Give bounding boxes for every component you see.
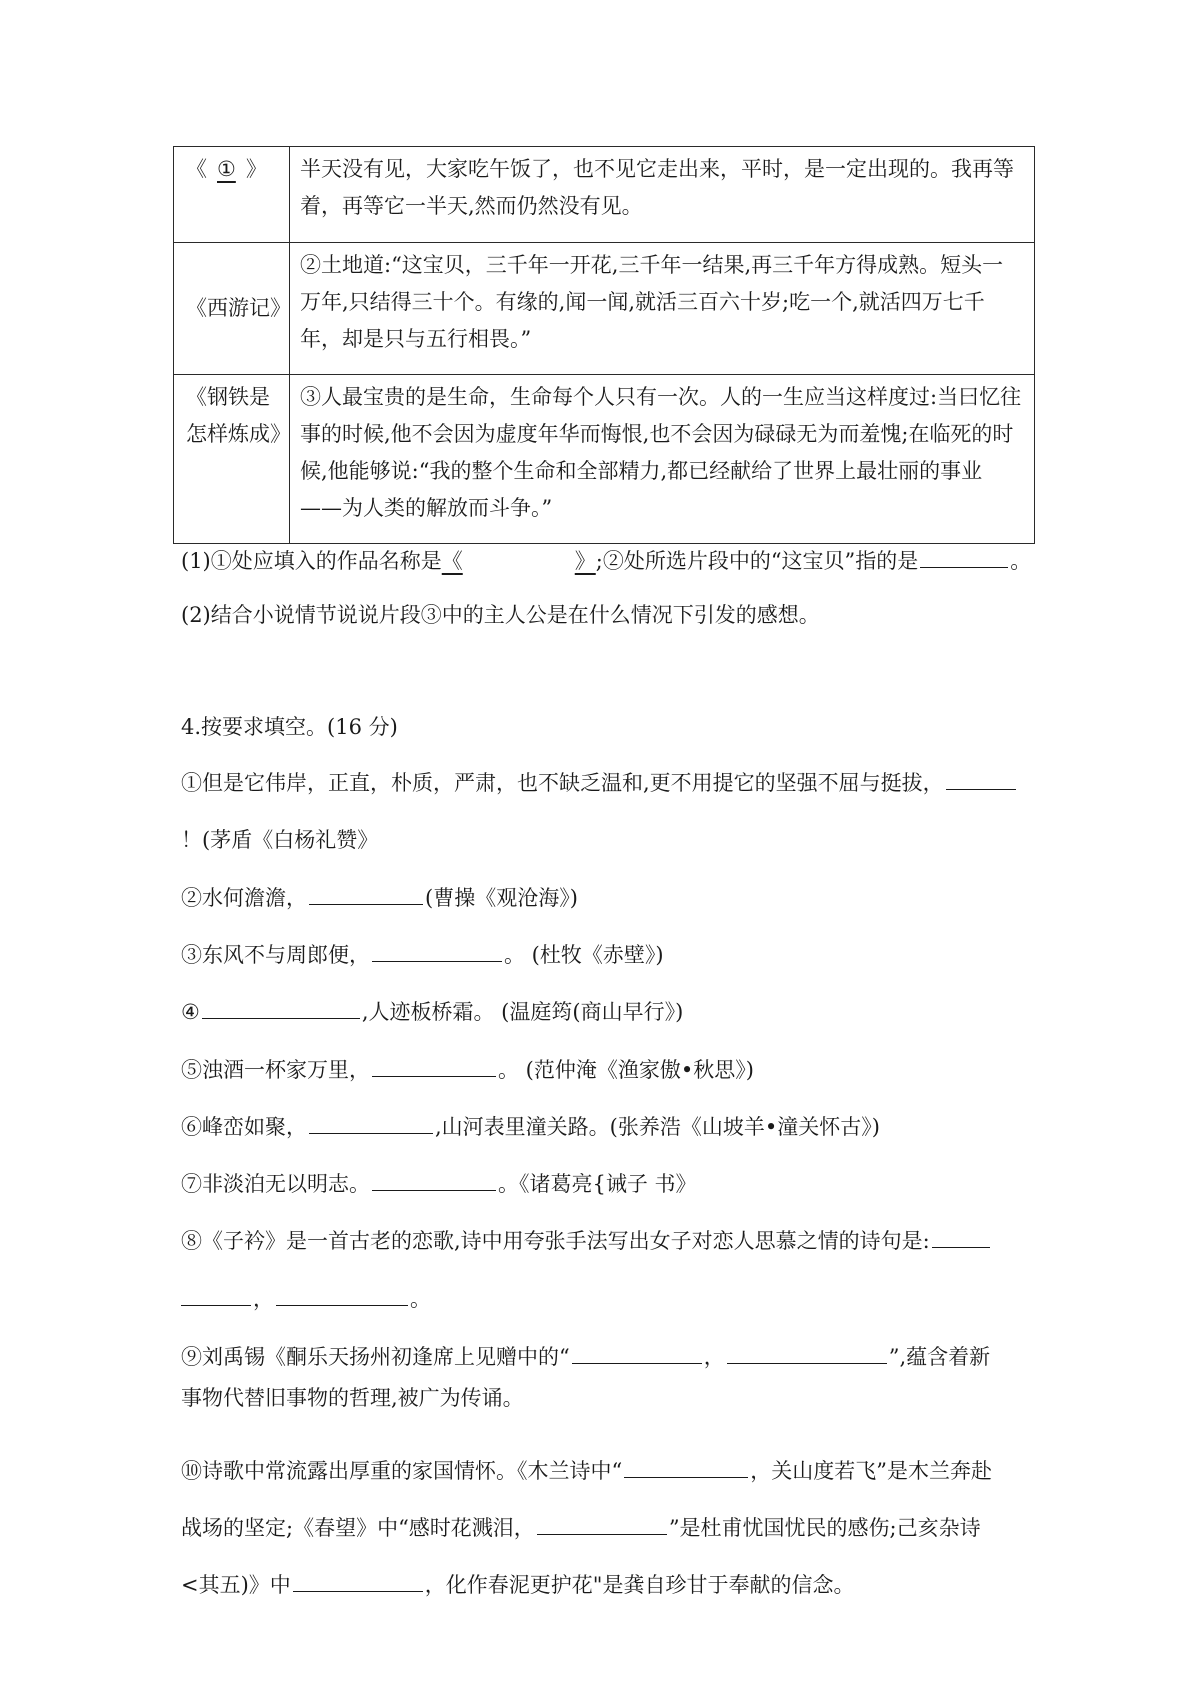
answer-blank[interactable] (372, 939, 502, 962)
answer-blank[interactable] (727, 1341, 887, 1364)
q4-item-8-cont: ， 。 (181, 1283, 431, 1314)
answer-blank[interactable] (372, 1054, 496, 1077)
q4-item-1-cont: ！(茅盾《白杨礼赞》 (181, 828, 379, 852)
answer-blank[interactable] (202, 996, 360, 1019)
answer-blank[interactable] (181, 1283, 251, 1306)
q4-item-5: ⑤浊酒一杯家万里， 。 (范仲淹《渔家傲•秋思》) (181, 1054, 754, 1085)
q4-item-10-cont: 战场的坚定;《春望》中“感时花溅泪， ”是杜甫忧国忧民的感伤;己亥杂诗 (181, 1512, 981, 1543)
answer-blank[interactable] (372, 1168, 496, 1191)
q3-part2: (2)结合小说情节说说片段③中的主人公是在什么情况下引发的感想。 (181, 603, 820, 627)
work-title-cell: 《 ① 》 (174, 147, 290, 243)
works-excerpt-table (173, 146, 1035, 544)
q4-item-7: ⑦非淡泊无以明志。 。《诸葛亮{诫子 书》 (181, 1168, 697, 1199)
work-title-cell: 《钢铁是怎样炼成》 (174, 375, 290, 544)
q3-part1: (1)①处应填入的作品名称是《 》;②处所选片段中的“这宝贝”指的是 。 (181, 545, 1031, 576)
excerpt-cell: 半天没有见，大家吃午饭了，也不见它走出来，平时，是一定出现的。我再等着，再等它一半天,然而仍然没有见。 (290, 147, 1035, 243)
answer-blank[interactable] (932, 1225, 990, 1248)
q4-item-6: ⑥峰峦如聚， ,山河表里潼关路。(张养浩《山坡羊•潼关怀古》) (181, 1111, 880, 1142)
answer-blank[interactable] (309, 882, 423, 905)
q4-item-8: ⑧《子衿》是一首古老的恋歌,诗中用夸张手法写出女子对恋人思慕之情的诗句是: (181, 1225, 992, 1256)
table-row (174, 147, 1035, 243)
table-row (174, 243, 1035, 375)
answer-blank[interactable] (293, 1569, 423, 1592)
answer-blank[interactable] (309, 1111, 433, 1134)
q4-item-4: ④ ,人迹板桥霜。 (温庭筠(商山早行》) (181, 996, 683, 1027)
answer-blank[interactable] (572, 1341, 702, 1364)
excerpt-cell: ③人最宝贵的是生命，生命每个人只有一次。人的一生应当这样度过:当曰忆往事的时候,他不会因为虚度年华而悔恨,也不会因为碌碌无为而羞愧;在临死的时候,他能够说:“我的整个生命和全部精力,都已经献给了世界上最壮丽的事业——为人类的解放而斗争。” (290, 375, 1035, 544)
excerpt-cell: ②土地道:“这宝贝，三千年一开花,三千年一结果,再三千年方得成熟。短头一万年,只结得三十个。有缘的,闻一闻,就活三百六十岁;吃一个,就活四万七千年，却是只与五行相畏。” (290, 243, 1035, 375)
answer-blank[interactable] (946, 767, 1016, 790)
q4-item-10-cont2: <其五)》中 ，化作春泥更护花"是龚自珍甘于奉献的信念。 (181, 1569, 854, 1600)
q4-item-9: ⑨刘禹锡《酮乐天扬州初逢席上见赠中的“ ， ”,蕴含着新 (181, 1341, 990, 1372)
q4-item-9-cont: 事物代替旧事物的哲理,被广为传诵。 (181, 1386, 524, 1410)
answer-blank[interactable] (537, 1512, 667, 1535)
work-title-cell: 《西游记》 (174, 243, 290, 375)
answer-blank[interactable] (920, 545, 1008, 568)
q4-item-1: ①但是它伟岸，正直，朴质，严肃，也不缺乏温和,更不用提它的坚强不屈与挺拔， (181, 767, 1018, 798)
table-row (174, 375, 1035, 544)
q4-item-2: ②水何澹澹， (曹操《观沧海》) (181, 882, 578, 913)
answer-blank[interactable] (276, 1283, 408, 1306)
q4-heading: 4.按要求填空。(16 分) (181, 715, 398, 739)
answer-blank[interactable] (624, 1455, 748, 1478)
title-blank-mark: ① (217, 157, 236, 181)
q4-item-3: ③东风不与周郎便， 。 (杜牧《赤壁》) (181, 939, 664, 970)
q4-item-10: ⑩诗歌中常流露出厚重的家国情怀。《木兰诗中“ ，关山度若飞”是木兰奔赴 (181, 1455, 992, 1486)
